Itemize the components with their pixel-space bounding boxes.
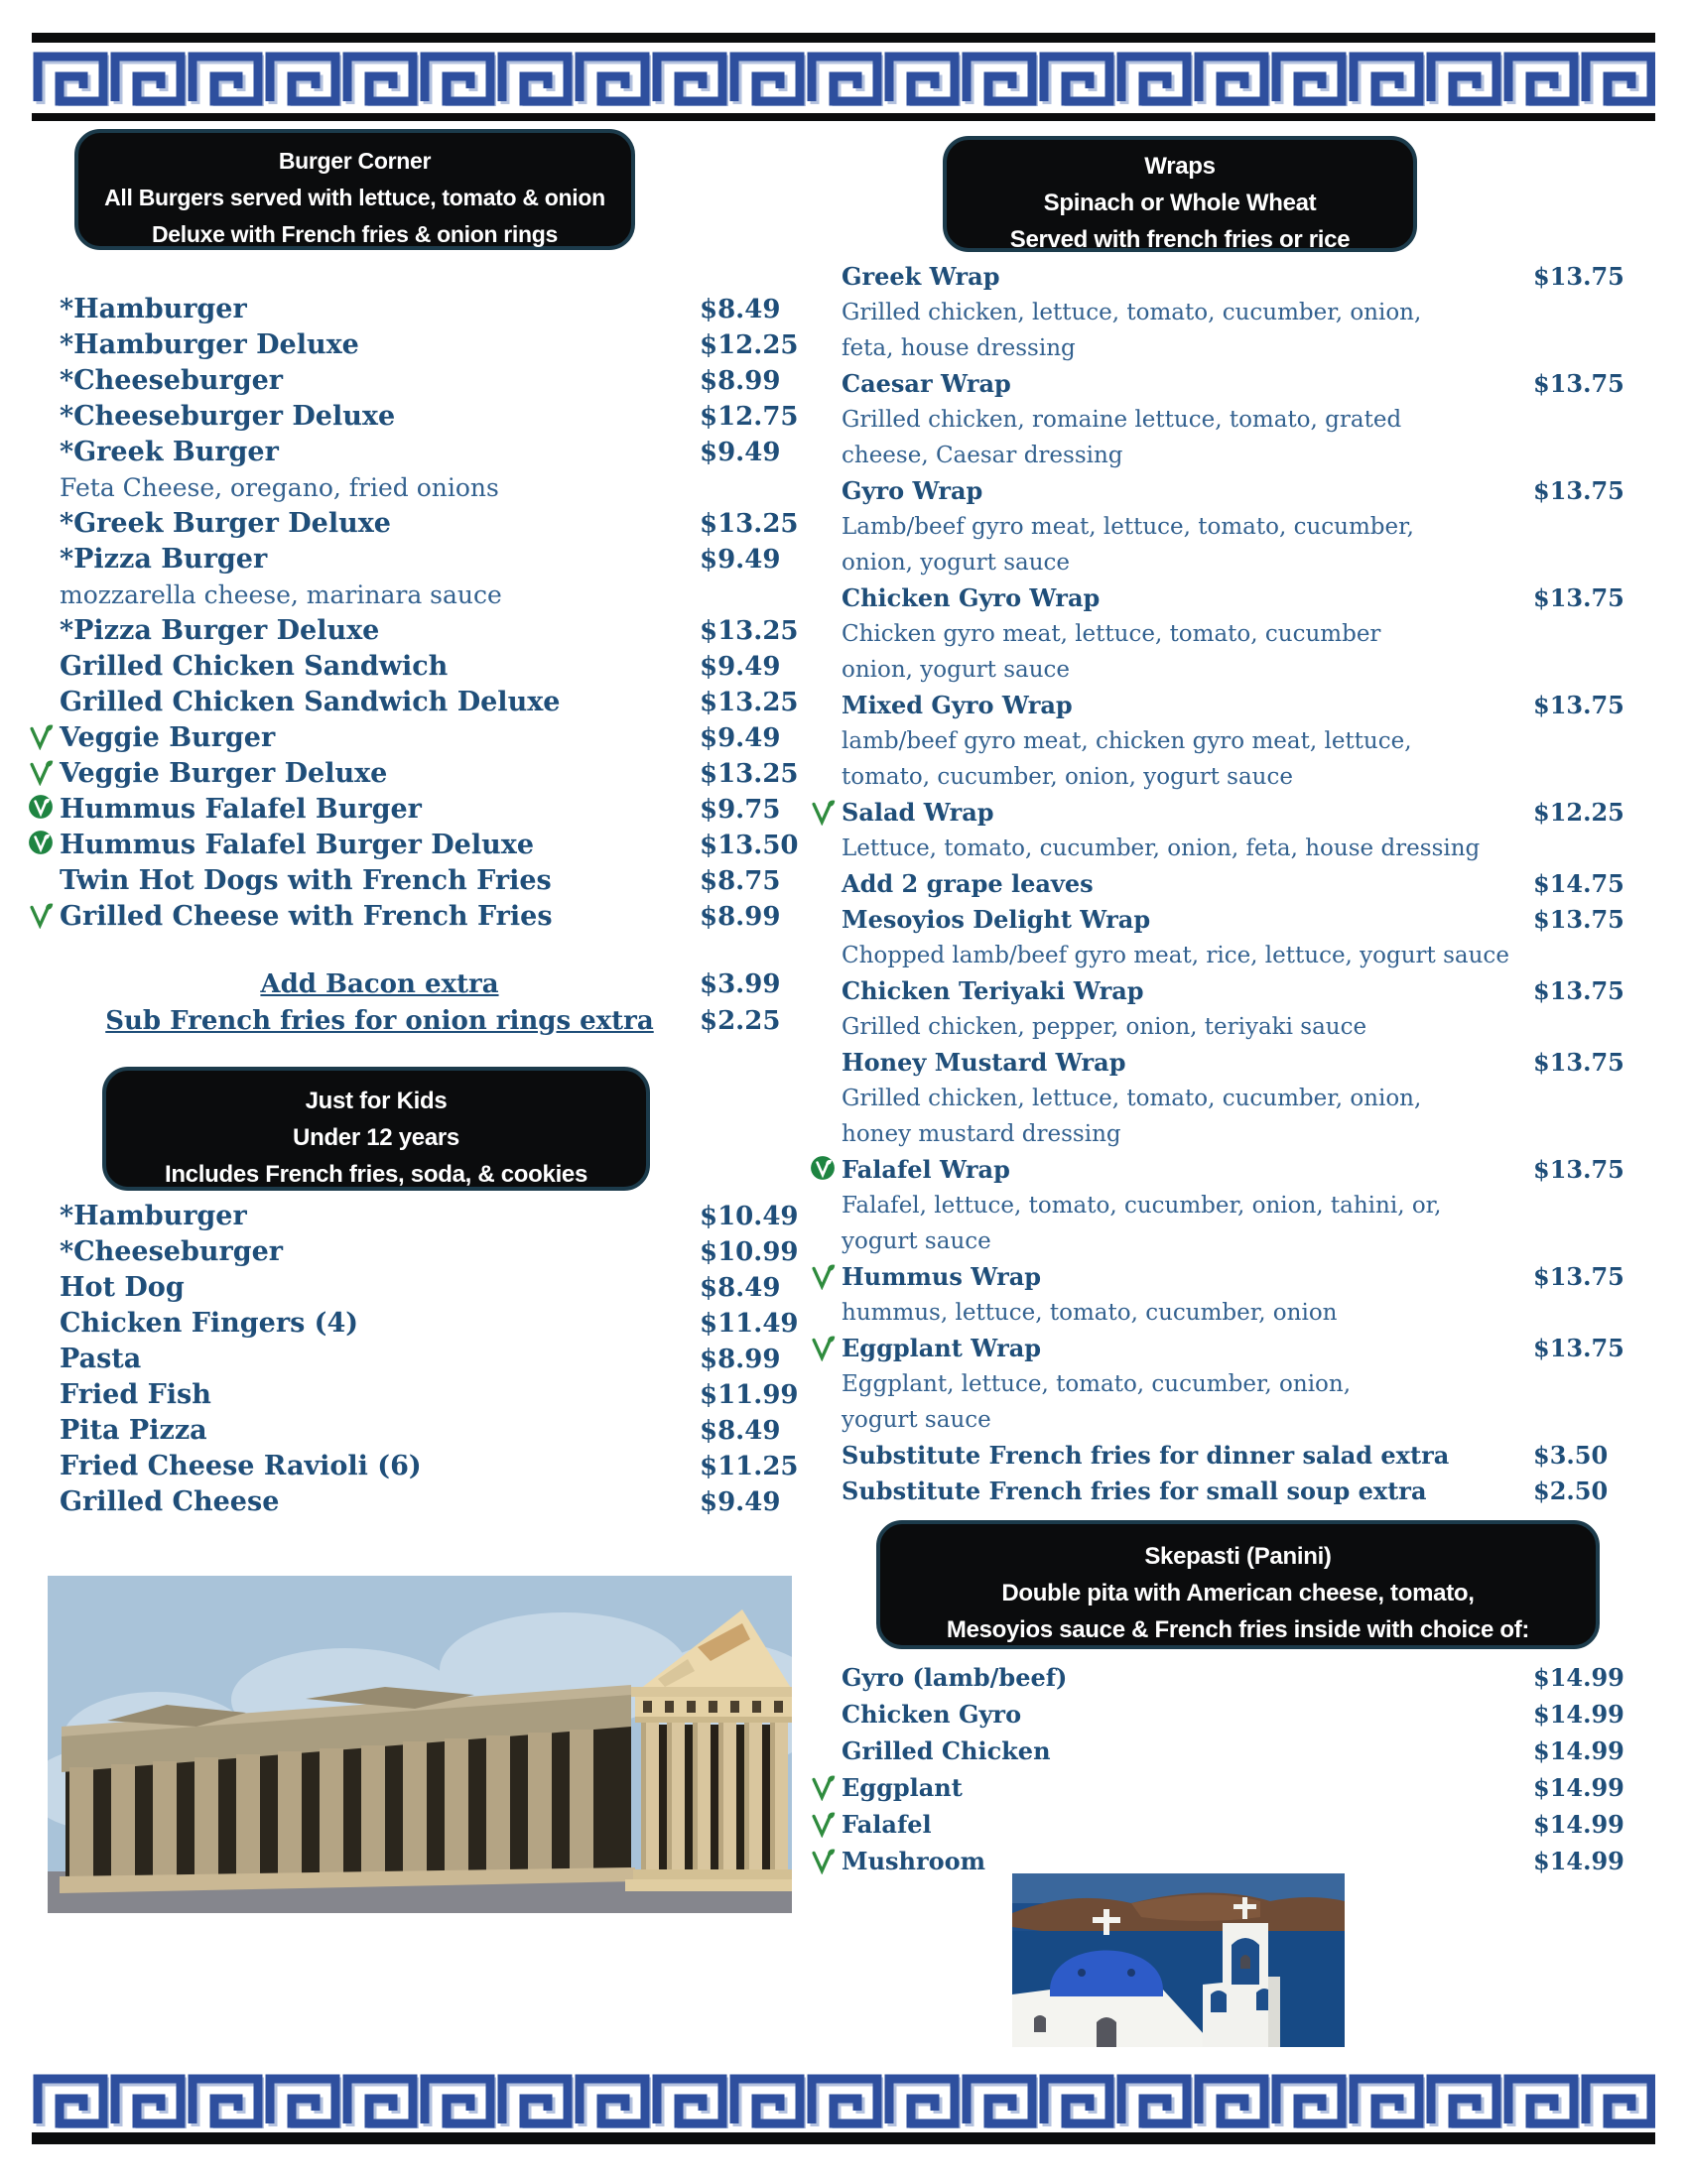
menu-row	[60, 722, 834, 758]
item-name: Chicken Gyro Wrap	[842, 583, 1101, 612]
item-price: $13.75	[1533, 905, 1624, 934]
menu-row	[60, 365, 834, 401]
menu-row	[842, 1773, 1637, 1810]
menu-row	[842, 1700, 1637, 1736]
wraps-subtitle-1: Spinach or Whole Wheat	[1043, 190, 1317, 216]
item-price: $2.50	[1533, 1477, 1609, 1505]
menu-row	[60, 1236, 834, 1272]
menu-row	[60, 1308, 834, 1344]
item-price: $13.25	[700, 616, 799, 646]
bottom-meander-border	[32, 2069, 1655, 2128]
burger-extras-list	[60, 968, 834, 1042]
menu-row	[842, 583, 1637, 619]
kids-list	[60, 1201, 834, 1522]
item-name: hummus, lettuce, tomato, cucumber, onion	[842, 1300, 1338, 1326]
extra-row	[60, 968, 781, 1005]
item-name: Chicken gyro meat, lettuce, tomato, cucumber	[842, 621, 1381, 647]
menu-row	[842, 1736, 1637, 1773]
item-name: Substitute French fries for dinner salad extra	[842, 1441, 1450, 1470]
item-price: $11.49	[700, 1309, 799, 1339]
item-price: $13.50	[700, 831, 799, 860]
menu-row	[842, 298, 1637, 333]
menu-row	[60, 294, 834, 329]
item-name: Eggplant	[842, 1773, 963, 1802]
menu-row	[60, 615, 834, 651]
veggie-v-icon	[810, 1262, 838, 1290]
item-price: $13.75	[1533, 691, 1624, 719]
menu-row	[842, 762, 1637, 798]
kids-subtitle-2: Includes French fries, soda, & cookies	[164, 1161, 588, 1188]
vegan-circle-icon	[28, 830, 56, 857]
item-price: $14.99	[1533, 1810, 1624, 1839]
menu-row	[842, 1369, 1637, 1405]
item-price: $13.25	[700, 759, 799, 789]
kids-title: Just for Kids	[305, 1088, 448, 1114]
item-price: $8.99	[700, 902, 781, 932]
menu-row	[842, 476, 1637, 512]
item-name: *Hamburger	[60, 294, 247, 324]
item-name: Hummus Wrap	[842, 1262, 1042, 1291]
item-name: Twin Hot Dogs with French Fries	[60, 865, 552, 896]
menu-row	[60, 1272, 834, 1308]
menu-row	[842, 512, 1637, 548]
item-price: $8.49	[700, 1273, 781, 1303]
item-price: $10.49	[700, 1202, 799, 1231]
item-name: Grilled chicken, lettuce, tomato, cucumber, onion,	[842, 1086, 1422, 1111]
item-name: Veggie Burger	[60, 722, 276, 753]
item-price: $14.99	[1533, 1773, 1624, 1802]
menu-row	[842, 262, 1637, 298]
item-price: $13.25	[700, 509, 799, 539]
menu-row	[842, 1012, 1637, 1048]
item-price: $13.75	[1533, 583, 1624, 612]
kids-header-box	[102, 1067, 650, 1191]
burger-corner-title: Burger Corner	[278, 148, 432, 174]
item-name: Grilled Chicken Sandwich	[60, 651, 449, 682]
burger-corner-list	[60, 294, 834, 937]
menu-row	[842, 548, 1637, 583]
item-name: onion, yogurt sauce	[842, 550, 1071, 576]
menu-row	[60, 472, 834, 508]
item-price: $8.49	[700, 295, 781, 324]
item-name: cheese, Caesar dressing	[842, 443, 1123, 468]
menu-row	[842, 1262, 1637, 1298]
menu-row	[60, 1415, 834, 1451]
item-name: Falafel	[842, 1810, 932, 1839]
top-border-lower-bar	[32, 113, 1655, 121]
item-name: Greek Wrap	[842, 262, 1000, 291]
extra-price: $3.99	[700, 969, 781, 999]
menu-row	[60, 1486, 834, 1522]
item-name: Gyro Wrap	[842, 476, 983, 505]
menu-row	[842, 869, 1637, 905]
item-price: $9.75	[700, 795, 781, 825]
item-name: yogurt sauce	[842, 1407, 991, 1433]
menu-row	[60, 1344, 834, 1379]
wraps-header-box	[943, 136, 1417, 252]
item-price: $13.75	[1533, 476, 1624, 505]
item-name: *Greek Burger	[60, 437, 279, 467]
item-name: Hummus Falafel Burger	[60, 794, 422, 825]
menu-row	[60, 687, 834, 722]
item-name: *Pizza Burger	[60, 544, 268, 575]
item-name: honey mustard dressing	[842, 1121, 1121, 1147]
menu-row	[842, 1477, 1637, 1512]
veggie-v-icon	[28, 901, 56, 929]
item-price: $12.25	[1533, 798, 1624, 827]
wraps-title: Wraps	[1144, 153, 1216, 180]
item-name: Grilled chicken, lettuce, tomato, cucumber, onion,	[842, 300, 1422, 325]
parthenon-illustration	[48, 1576, 792, 1913]
item-name: Hummus Falafel Burger Deluxe	[60, 830, 535, 860]
menu-row	[60, 830, 834, 865]
menu-row	[842, 1405, 1637, 1441]
menu-row	[60, 508, 834, 544]
item-name: *Cheeseburger	[60, 365, 283, 396]
menu-row	[842, 1663, 1637, 1700]
vegan-circle-icon	[28, 794, 56, 822]
menu-row	[842, 941, 1637, 976]
item-name: *Hamburger	[60, 1201, 247, 1231]
menu-row	[842, 726, 1637, 762]
menu-row	[842, 333, 1637, 369]
item-name: Chicken Gyro	[842, 1700, 1022, 1729]
menu-row	[60, 437, 834, 472]
item-name: Lamb/beef gyro meat, lettuce, tomato, cucumber,	[842, 514, 1414, 540]
menu-row	[842, 655, 1637, 691]
menu-row	[60, 794, 834, 830]
item-price: $11.25	[700, 1452, 799, 1481]
item-price: $13.75	[1533, 1048, 1624, 1077]
menu-row	[842, 1334, 1637, 1369]
item-name: *Greek Burger Deluxe	[60, 508, 391, 539]
menu-row	[60, 865, 834, 901]
item-price: $14.99	[1533, 1736, 1624, 1765]
item-name: Eggplant, lettuce, tomato, cucumber, onion,	[842, 1371, 1352, 1397]
skepasti-title: Skepasti (Panini)	[1144, 1543, 1332, 1570]
item-name: Grilled chicken, romaine lettuce, tomato, grated	[842, 407, 1402, 433]
veggie-v-icon	[810, 1773, 838, 1801]
menu-row	[842, 405, 1637, 441]
item-name: Mixed Gyro Wrap	[842, 691, 1073, 719]
skepasti-list	[842, 1663, 1637, 1883]
item-price: $11.99	[700, 1380, 799, 1410]
item-price: $9.49	[700, 723, 781, 753]
item-name: feta, house dressing	[842, 335, 1076, 361]
item-name: Mushroom	[842, 1847, 986, 1875]
menu-row	[60, 1451, 834, 1486]
item-name: *Hamburger Deluxe	[60, 329, 359, 360]
menu-row	[842, 1084, 1637, 1119]
veggie-v-icon	[810, 1847, 838, 1874]
menu-row	[60, 401, 834, 437]
extra-row	[60, 1005, 781, 1042]
menu-row	[842, 1119, 1637, 1155]
veggie-v-icon	[28, 758, 56, 786]
veggie-v-icon	[810, 1810, 838, 1838]
extra-label: Add Bacon extra	[260, 969, 499, 999]
top-border-upper-bar	[32, 33, 1655, 43]
item-name: Veggie Burger Deluxe	[60, 758, 388, 789]
item-name: *Pizza Burger Deluxe	[60, 615, 380, 646]
item-name: Lettuce, tomato, cucumber, onion, feta, house dressing	[842, 835, 1481, 861]
burger-corner-subtitle-2: Deluxe with French fries & onion rings	[151, 221, 559, 247]
menu-row	[842, 798, 1637, 834]
item-name: Feta Cheese, oregano, fried onions	[60, 473, 499, 502]
item-price: $12.25	[700, 330, 799, 360]
menu-row	[60, 329, 834, 365]
item-price: $13.25	[700, 688, 799, 717]
item-price: $13.75	[1533, 976, 1624, 1005]
item-price: $14.99	[1533, 1847, 1624, 1875]
item-name: Salad Wrap	[842, 798, 994, 827]
menu-row	[60, 651, 834, 687]
item-name: mozzarella cheese, marinara sauce	[60, 580, 502, 609]
item-name: Fried Cheese Ravioli (6)	[60, 1451, 422, 1481]
item-price: $8.75	[700, 866, 781, 896]
item-name: onion, yogurt sauce	[842, 657, 1071, 683]
wraps-list	[842, 262, 1637, 1512]
item-price: $14.75	[1533, 869, 1624, 898]
top-meander-border	[32, 47, 1655, 106]
item-price: $3.50	[1533, 1441, 1609, 1470]
item-name: Chicken Fingers (4)	[60, 1308, 359, 1339]
menu-row	[842, 1048, 1637, 1084]
item-name: *Cheeseburger Deluxe	[60, 401, 396, 432]
menu-row	[842, 1226, 1637, 1262]
veggie-v-icon	[28, 722, 56, 750]
menu-row	[60, 1201, 834, 1236]
menu-row	[60, 544, 834, 579]
item-name: Caesar Wrap	[842, 369, 1011, 398]
vegan-circle-icon	[810, 1155, 838, 1183]
menu-row	[842, 1810, 1637, 1847]
item-name: Mesoyios Delight Wrap	[842, 905, 1151, 934]
menu-row	[842, 976, 1637, 1012]
menu-row	[842, 1191, 1637, 1226]
item-name: *Cheeseburger	[60, 1236, 283, 1267]
bottom-border-bar	[32, 2132, 1655, 2144]
item-price: $9.49	[700, 1487, 781, 1517]
item-name: Honey Mustard Wrap	[842, 1048, 1126, 1077]
item-price: $9.49	[700, 652, 781, 682]
item-price: $8.99	[700, 1345, 781, 1374]
menu-row	[842, 619, 1637, 655]
menu-row	[842, 369, 1637, 405]
item-name: Grilled Cheese with French Fries	[60, 901, 553, 932]
item-name: Pasta	[60, 1344, 142, 1374]
item-name: Chopped lamb/beef gyro meat, rice, lettuce, yogurt sauce	[842, 943, 1509, 968]
skepasti-subtitle-2: Mesoyios sauce & French fries inside with choice of:	[946, 1616, 1530, 1643]
item-name: Gyro (lamb/beef)	[842, 1663, 1068, 1692]
item-name: Substitute French fries for small soup extra	[842, 1477, 1427, 1505]
item-price: $9.49	[700, 438, 781, 467]
menu-row	[842, 905, 1637, 941]
extra-price: $2.25	[700, 1006, 781, 1036]
item-name: Grilled Chicken Sandwich Deluxe	[60, 687, 561, 717]
item-price: $13.75	[1533, 1334, 1624, 1362]
menu-row	[842, 691, 1637, 726]
item-price: $8.49	[700, 1416, 781, 1446]
item-price: $14.99	[1533, 1700, 1624, 1729]
menu-row	[842, 1298, 1637, 1334]
veggie-v-icon	[810, 1334, 838, 1361]
item-price: $13.75	[1533, 369, 1624, 398]
kids-subtitle-1: Under 12 years	[293, 1124, 459, 1151]
item-name: Fried Fish	[60, 1379, 211, 1410]
item-price: $9.49	[700, 545, 781, 575]
item-name: Add 2 grape leaves	[842, 869, 1094, 898]
item-name: tomato, cucumber, onion, yogurt sauce	[842, 764, 1293, 790]
item-name: lamb/beef gyro meat, chicken gyro meat, lettuce,	[842, 728, 1412, 754]
menu-row	[60, 579, 834, 615]
item-name: Grilled Cheese	[60, 1486, 280, 1517]
item-name: Falafel Wrap	[842, 1155, 1010, 1184]
item-name: Falafel, lettuce, tomato, cucumber, onion, tahini, or,	[842, 1193, 1442, 1219]
item-name: Eggplant Wrap	[842, 1334, 1042, 1362]
item-price: $13.75	[1533, 1262, 1624, 1291]
menu-row	[842, 1155, 1637, 1191]
menu-row	[842, 1441, 1637, 1477]
item-price: $13.75	[1533, 262, 1624, 291]
item-name: Pita Pizza	[60, 1415, 207, 1446]
item-name: Grilled chicken, pepper, onion, teriyaki sauce	[842, 1014, 1367, 1040]
item-price: $12.75	[700, 402, 799, 432]
item-name: Chicken Teriyaki Wrap	[842, 976, 1144, 1005]
menu-row	[842, 834, 1637, 869]
menu-row	[60, 1379, 834, 1415]
item-name: yogurt sauce	[842, 1228, 991, 1254]
menu-row	[60, 901, 834, 937]
menu-row	[842, 441, 1637, 476]
burger-corner-subtitle-1: All Burgers served with lettuce, tomato & onion	[104, 185, 605, 210]
veggie-v-icon	[810, 798, 838, 826]
extra-label: Sub French fries for onion rings extra	[105, 1006, 654, 1036]
burger-corner-header-box	[74, 129, 635, 250]
santorini-photo	[1012, 1873, 1345, 2047]
menu-row	[60, 758, 834, 794]
item-price: $14.99	[1533, 1663, 1624, 1692]
wraps-subtitle-2: Served with french fries or rice	[1009, 226, 1351, 253]
item-name: Grilled Chicken	[842, 1736, 1051, 1765]
skepasti-header-box	[876, 1520, 1600, 1649]
skepasti-subtitle-1: Double pita with American cheese, tomato,	[1001, 1580, 1475, 1606]
item-price: $8.99	[700, 366, 781, 396]
item-name: Hot Dog	[60, 1272, 185, 1303]
item-price: $10.99	[700, 1237, 799, 1267]
item-price: $13.75	[1533, 1155, 1624, 1184]
